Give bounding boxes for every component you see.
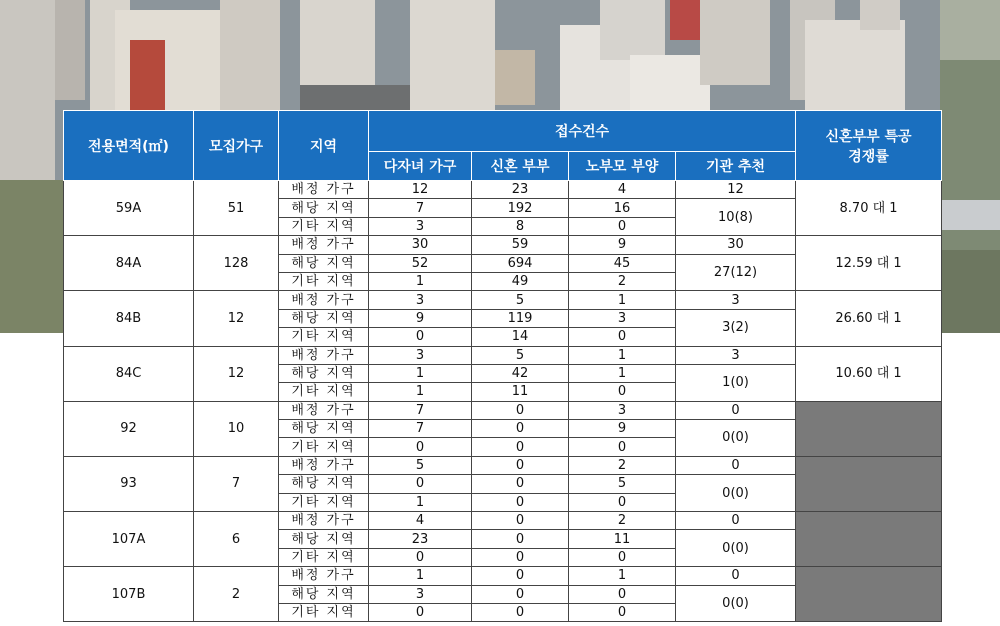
elderly-cell: 11 [569,530,676,548]
households-cell: 128 [194,236,279,291]
area-cell: 107B [64,567,194,622]
newlywed-cell: 49 [472,272,569,290]
elderly-cell: 0 [569,383,676,401]
households-cell: 2 [194,567,279,622]
multichild-cell: 0 [369,438,472,456]
multichild-cell: 1 [369,272,472,290]
header-multichild: 다자녀 가구 [369,152,472,181]
newlywed-cell: 0 [472,420,569,438]
newlywed-cell: 5 [472,291,569,309]
institution-cell: 0 [676,401,796,419]
multichild-cell: 3 [369,217,472,235]
region-cell: 해당 지역 [279,364,369,382]
newlywed-cell: 5 [472,346,569,364]
institution-cell: 12 [676,181,796,199]
institution-cell: 10(8) [676,199,796,236]
multichild-cell: 1 [369,567,472,585]
region-cell: 기타 지역 [279,548,369,566]
multichild-cell: 1 [369,493,472,511]
multichild-cell: 0 [369,603,472,621]
newlywed-cell: 0 [472,512,569,530]
region-cell: 기타 지역 [279,493,369,511]
elderly-cell: 2 [569,456,676,474]
newlywed-cell: 0 [472,438,569,456]
region-cell: 배정 가구 [279,236,369,254]
institution-cell: 0(0) [676,475,796,512]
elderly-cell: 3 [569,309,676,327]
newlywed-cell: 192 [472,199,569,217]
table-row [64,512,942,530]
institution-cell: 0 [676,456,796,474]
competition-table [63,110,942,622]
table-row [64,567,942,585]
elderly-cell: 2 [569,272,676,290]
region-cell: 기타 지역 [279,383,369,401]
institution-cell: 30 [676,236,796,254]
rate-cell: 12.59 대 1 [796,236,942,291]
header-region: 지역 [279,111,369,181]
multichild-cell: 3 [369,346,472,364]
elderly-cell: 9 [569,236,676,254]
elderly-cell: 1 [569,364,676,382]
households-cell: 51 [194,181,279,236]
rate-cell: 10.60 대 1 [796,346,942,401]
institution-cell: 27(12) [676,254,796,291]
header-rate [796,111,942,181]
newlywed-cell: 694 [472,254,569,272]
competition-table-container [63,110,941,623]
region-cell: 기타 지역 [279,328,369,346]
region-cell: 기타 지역 [279,438,369,456]
header-newlywed: 신혼 부부 [472,152,569,181]
region-cell: 배정 가구 [279,456,369,474]
elderly-cell: 0 [569,585,676,603]
table-row [64,181,942,199]
elderly-cell: 0 [569,548,676,566]
elderly-cell: 2 [569,512,676,530]
area-cell: 84A [64,236,194,291]
newlywed-cell: 23 [472,181,569,199]
multichild-cell: 0 [369,328,472,346]
elderly-cell: 9 [569,420,676,438]
header-households: 모집가구 [194,111,279,181]
elderly-cell: 45 [569,254,676,272]
header-area: 전용면적(㎡) [64,111,194,181]
header-institution: 기관 추천 [676,152,796,181]
newlywed-cell: 0 [472,493,569,511]
newlywed-cell: 0 [472,456,569,474]
multichild-cell: 12 [369,181,472,199]
table-row [64,346,942,364]
header-rate-line2: 경쟁률 [848,148,889,165]
area-cell: 92 [64,401,194,456]
newlywed-cell: 42 [472,364,569,382]
multichild-cell: 1 [369,383,472,401]
table-row [64,236,942,254]
households-cell: 10 [194,401,279,456]
elderly-cell: 0 [569,438,676,456]
rate-cell [796,567,942,622]
multichild-cell: 23 [369,530,472,548]
newlywed-cell: 14 [472,328,569,346]
region-cell: 배정 가구 [279,567,369,585]
rate-cell [796,401,942,456]
newlywed-cell: 59 [472,236,569,254]
region-cell: 배정 가구 [279,346,369,364]
elderly-cell: 16 [569,199,676,217]
header-rate-line1: 신혼부부 특공 [825,128,912,145]
area-cell: 84B [64,291,194,346]
multichild-cell: 7 [369,420,472,438]
elderly-cell: 1 [569,567,676,585]
region-cell: 해당 지역 [279,420,369,438]
elderly-cell: 1 [569,291,676,309]
header-applications: 접수건수 [369,111,796,152]
region-cell: 해당 지역 [279,309,369,327]
elderly-cell: 0 [569,328,676,346]
multichild-cell: 5 [369,456,472,474]
table-row [64,456,942,474]
area-cell: 84C [64,346,194,401]
rate-cell: 26.60 대 1 [796,291,942,346]
newlywed-cell: 119 [472,309,569,327]
newlywed-cell: 0 [472,585,569,603]
newlywed-cell: 0 [472,401,569,419]
multichild-cell: 7 [369,199,472,217]
multichild-cell: 9 [369,309,472,327]
elderly-cell: 1 [569,346,676,364]
region-cell: 해당 지역 [279,199,369,217]
region-cell: 배정 가구 [279,291,369,309]
households-cell: 12 [194,291,279,346]
area-cell: 59A [64,181,194,236]
region-cell: 해당 지역 [279,475,369,493]
multichild-cell: 3 [369,291,472,309]
newlywed-cell: 0 [472,530,569,548]
region-cell: 해당 지역 [279,254,369,272]
region-cell: 해당 지역 [279,585,369,603]
multichild-cell: 0 [369,475,472,493]
table-body [64,181,942,622]
region-cell: 기타 지역 [279,603,369,621]
newlywed-cell: 8 [472,217,569,235]
elderly-cell: 3 [569,401,676,419]
region-cell: 기타 지역 [279,217,369,235]
multichild-cell: 52 [369,254,472,272]
region-cell: 배정 가구 [279,512,369,530]
households-cell: 7 [194,456,279,511]
newlywed-cell: 0 [472,567,569,585]
region-cell: 해당 지역 [279,530,369,548]
elderly-cell: 0 [569,493,676,511]
institution-cell: 0(0) [676,585,796,622]
multichild-cell: 0 [369,548,472,566]
institution-cell: 1(0) [676,364,796,401]
institution-cell: 3 [676,291,796,309]
region-cell: 배정 가구 [279,401,369,419]
header-elderly: 노부모 부양 [569,152,676,181]
institution-cell: 0(0) [676,420,796,457]
rate-cell: 8.70 대 1 [796,181,942,236]
multichild-cell: 4 [369,512,472,530]
table-row [64,291,942,309]
institution-cell: 3(2) [676,309,796,346]
multichild-cell: 1 [369,364,472,382]
elderly-cell: 0 [569,217,676,235]
multichild-cell: 3 [369,585,472,603]
newlywed-cell: 0 [472,475,569,493]
area-cell: 107A [64,512,194,567]
newlywed-cell: 0 [472,548,569,566]
institution-cell: 3 [676,346,796,364]
institution-cell: 0 [676,512,796,530]
region-cell: 배정 가구 [279,181,369,199]
rate-cell [796,456,942,511]
area-cell: 93 [64,456,194,511]
multichild-cell: 30 [369,236,472,254]
rate-cell [796,512,942,567]
households-cell: 6 [194,512,279,567]
multichild-cell: 7 [369,401,472,419]
table-row [64,401,942,419]
newlywed-cell: 11 [472,383,569,401]
institution-cell: 0(0) [676,530,796,567]
region-cell: 기타 지역 [279,272,369,290]
institution-cell: 0 [676,567,796,585]
elderly-cell: 5 [569,475,676,493]
newlywed-cell: 0 [472,603,569,621]
elderly-cell: 0 [569,603,676,621]
households-cell: 12 [194,346,279,401]
elderly-cell: 4 [569,181,676,199]
